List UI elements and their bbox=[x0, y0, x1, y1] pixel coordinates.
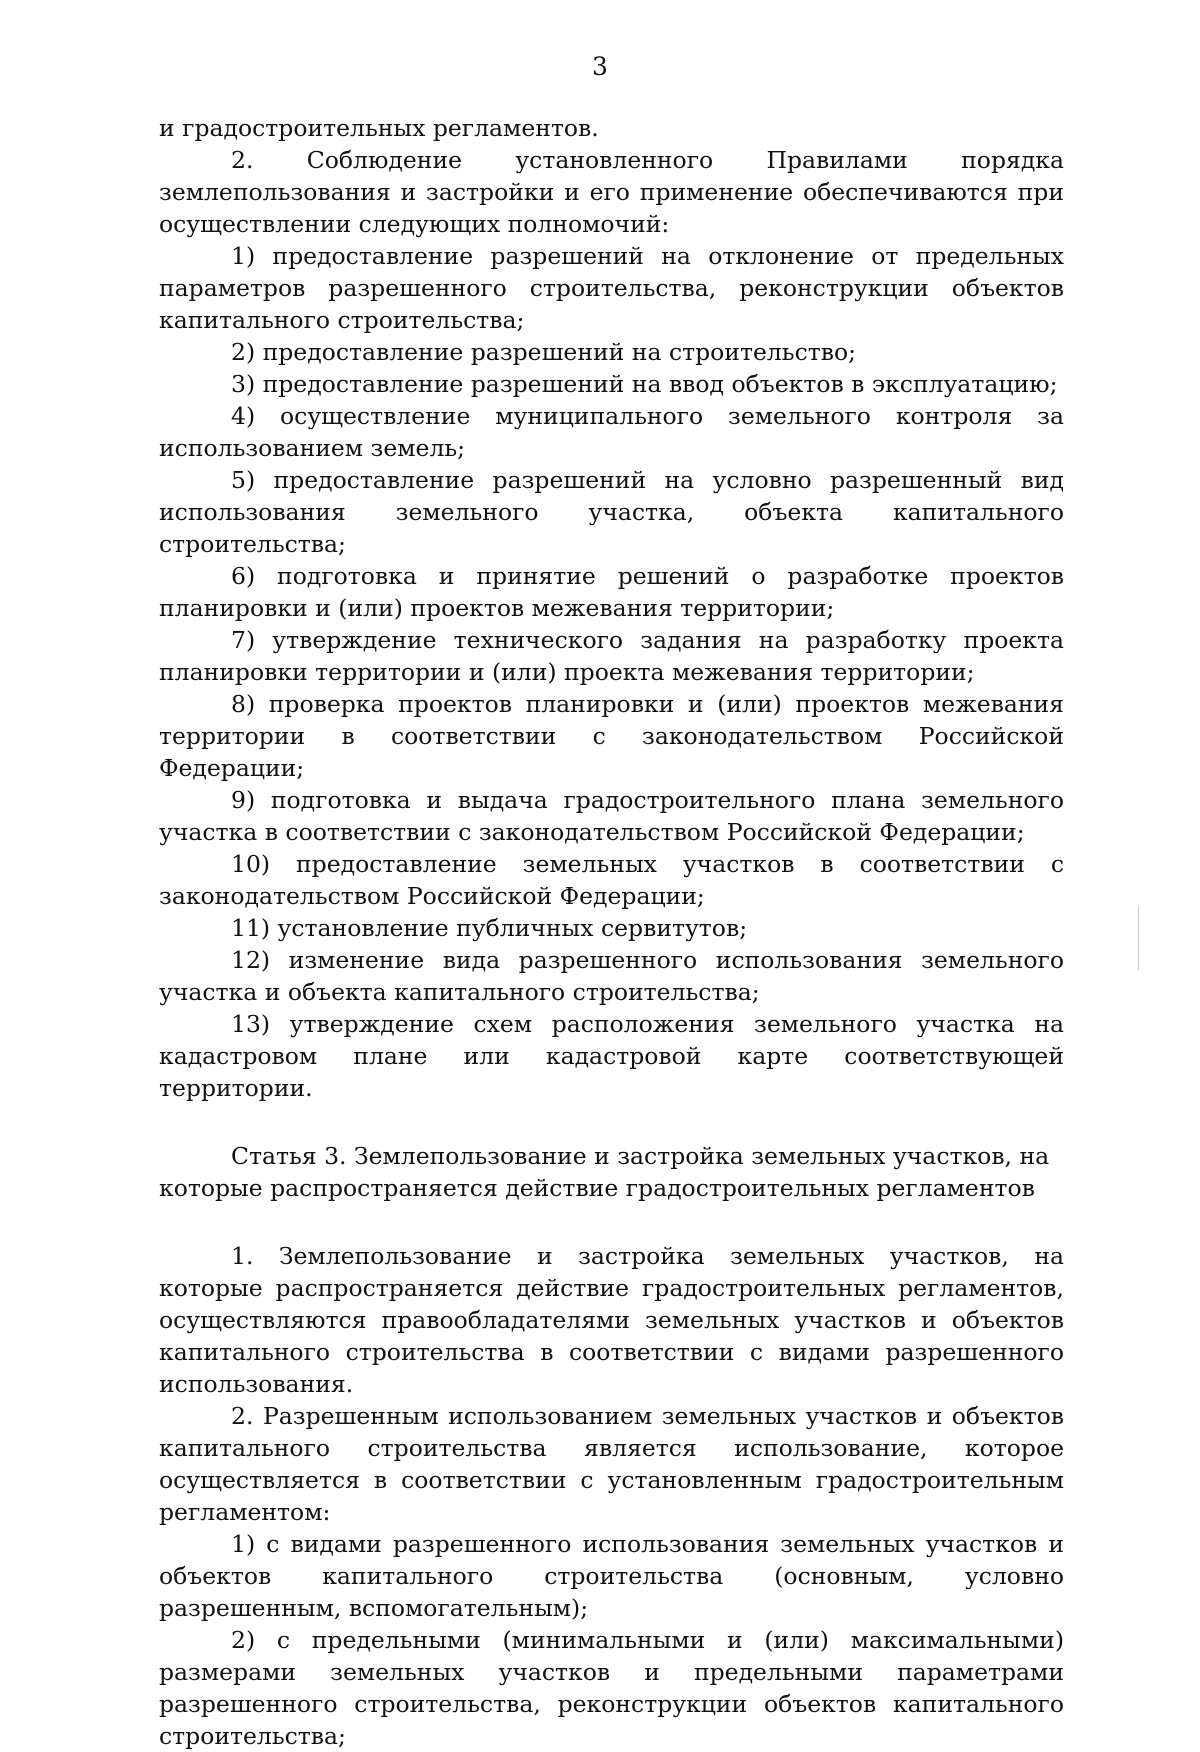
article-paragraph-2: 2. Разрешенным использованием земельных участков и объектов капитального строительства является использование, которое осуществляется в соответствии с установленным градостроительным регламентом: bbox=[159, 1402, 1064, 1526]
list-item-2: 2) предоставление разрешений на строительство; bbox=[231, 338, 857, 366]
list-item-6: 6) подготовка и принятие решений о разработке проектов планировки и (или) проектов межевания территории; bbox=[159, 562, 1064, 622]
list-item-8: 8) проверка проектов планировки и (или) проектов межевания территории в соответствии с законодательством Российской Федерации; bbox=[159, 690, 1064, 782]
page-number: 3 bbox=[592, 52, 608, 81]
list-item-13: 13) утверждение схем расположения земельного участка на кадастровом плане или кадастровой карте соответствующей территории. bbox=[159, 1010, 1064, 1102]
list-item-7: 7) утверждение технического задания на разработку проекта планировки территории и (или) проекта межевания территории; bbox=[159, 626, 1064, 686]
article-heading: Статья 3. Землепользование и застройка земельных участков, на которые распространяется действие градостроительных регламентов bbox=[159, 1142, 1050, 1202]
list-item-3: 3) предоставление разрешений на ввод объектов в эксплуатацию; bbox=[231, 370, 1058, 398]
list-item-5: 5) предоставление разрешений на условно разрешенный вид использования земельного участка, объекта капитального строительства; bbox=[159, 466, 1064, 558]
paragraph-item-2: 2. Соблюдение установленного Правилами порядка землепользования и застройки и его применение обеспечиваются при осуществлении следующих полномочий: bbox=[159, 146, 1064, 238]
list-item-4: 4) осуществление муниципального земельного контроля за использованием земель; bbox=[159, 402, 1064, 462]
list-item-12: 12) изменение вида разрешенного использования земельного участка и объекта капитального строительства; bbox=[159, 946, 1064, 1006]
article-list-item-1: 1) с видами разрешенного использования земельных участков и объектов капитального строительства (основным, условно разрешенным, вспомогательным); bbox=[159, 1530, 1064, 1622]
list-item-9: 9) подготовка и выдача градостроительного плана земельного участка в соответствии с законодательством Российской Федерации; bbox=[159, 786, 1064, 846]
list-item-1: 1) предоставление разрешений на отклонение от предельных параметров разрешенного строительства, реконструкции объектов капитального строительства; bbox=[159, 242, 1064, 334]
list-item-11: 11) установление публичных сервитутов; bbox=[231, 914, 748, 942]
article-paragraph-1: 1. Землепользование и застройка земельных участков, на которые распространяется действие градостроительных регламентов, осуществляются правообладателями земельных участков и объектов капитального строительства в соответствии с видами разрешенного использования. bbox=[159, 1242, 1064, 1398]
article-list-item-2: 2) с предельными (минимальными и (или) максимальными) размерами земельных участков и предельными параметрами разрешенного строительства, реконструкции объектов капитального строительства; bbox=[159, 1626, 1064, 1750]
document-body bbox=[159, 112, 1064, 1752]
list-item-10: 10) предоставление земельных участков в соответствии с законодательством Российской Федерации; bbox=[159, 850, 1064, 910]
scan-artifact-line bbox=[1138, 906, 1139, 970]
paragraph-continuation: и градостроительных регламентов. bbox=[159, 114, 599, 142]
